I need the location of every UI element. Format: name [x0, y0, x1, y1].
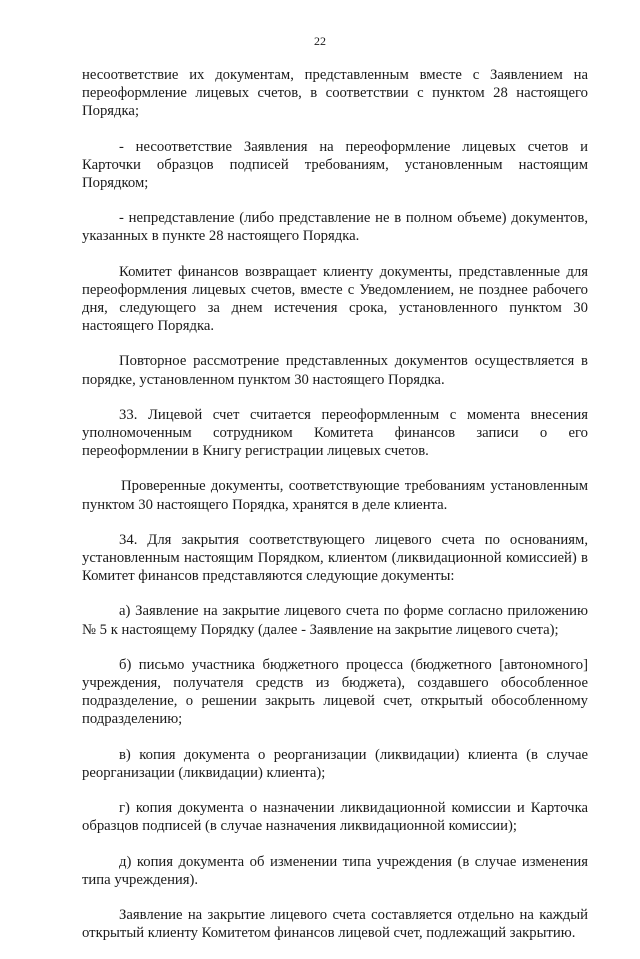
paragraph: - непредставление (либо представление не в полном объеме) документов, указанных в пункте 28 настоящего Порядка.	[82, 210, 588, 245]
paragraph: б) письмо участника бюджетного процесса (бюджетного [автономного] учреждения, получателя средств из бюджета), создавшего обособленное подразделение, о решении закрыть лицевой счет, открытый обособленному подразделению;	[82, 656, 588, 728]
paragraph: Повторное рассмотрение представленных документов осуществляется в порядке, установленном пунктом 30 настоящего Порядка.	[82, 353, 588, 388]
page-number: 22	[314, 34, 326, 48]
paragraph: 34. Для закрытия соответствующего лицевого счета по основаниям, установленным настоящим Порядком, клиентом (ликвидационной комиссией) в Комитет финансов представляются следующие документы:	[82, 531, 588, 585]
paragraph: - несоответствие Заявления на переоформление лицевых счетов и Карточки образцов подписей требованиям, установленным настоящим Порядком;	[82, 138, 588, 192]
paragraph: а) Заявление на закрытие лицевого счета по форме согласно приложению № 5 к настоящему Порядку (далее - Заявление на закрытие лицевого счета);	[82, 603, 588, 638]
paragraph: Проверенные документы, соответствующие требованиям установленным пунктом 30 настоящего Порядка, хранятся в деле клиента.	[82, 478, 588, 513]
paragraph: Заявление на закрытие лицевого счета составляется отдельно на каждый открытый клиенту Комитетом финансов лицевой счет, подлежащий закрытию.	[82, 906, 588, 942]
paragraph: несоответствие их документам, представленным вместе с Заявлением на переоформление лицевых счетов, в соответствии с пунктом 28 настоящего Порядка;	[82, 67, 588, 120]
paragraph: г) копия документа о назначении ликвидационной комиссии и Карточка образцов подписей (в случае назначения ликвидационной комиссии);	[82, 800, 588, 835]
paragraph: д) копия документа об изменении типа учреждения (в случае изменения типа учреждения).	[82, 853, 588, 888]
paragraph: в) копия документа о реорганизации (ликвидации) клиента (в случае реорганизации (ликвидации) клиента);	[82, 746, 588, 781]
document-body	[82, 66, 588, 959]
paragraph: Комитет финансов возвращает клиенту документы, представленные для переоформления лицевых счетов, вместе с Уведомлением, не позднее рабочего дня, следующего за днем истечения срока, установленного пунктом 30 настоящего Порядка.	[82, 263, 588, 335]
paragraph: 33. Лицевой счет считается переоформленным с момента внесения уполномоченным сотрудником Комитета финансов записи о его переоформлении в Книгу регистрации лицевых счетов.	[82, 406, 588, 460]
